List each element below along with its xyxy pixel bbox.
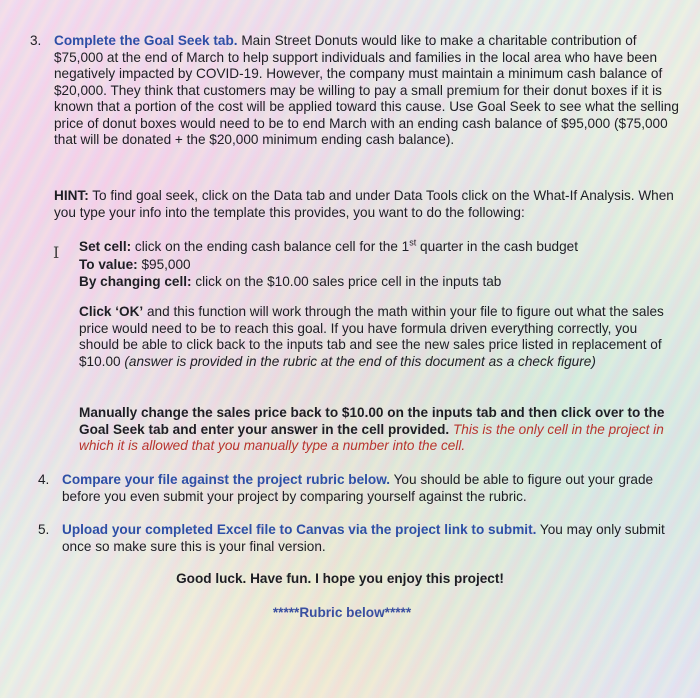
step-sup: st	[409, 237, 417, 248]
click-ok-label: Click ‘OK’	[79, 304, 144, 319]
item-3-title: Complete the Goal Seek tab.	[54, 33, 238, 48]
click-ok-paragraph	[79, 304, 679, 370]
step-text: $95,000	[141, 257, 191, 272]
rubric-heading	[0, 605, 692, 622]
step-text: click on the ending cash balance cell for the 1	[134, 239, 410, 254]
step-label: To value:	[79, 257, 138, 272]
item-4-title: Compare your file against the project rubric below.	[62, 472, 391, 487]
item-5-number: 5.	[38, 522, 50, 537]
rubric-heading-text: *****Rubric below*****	[272, 605, 412, 620]
item-4-paragraph	[62, 472, 682, 505]
item-3-paragraph	[54, 33, 684, 149]
item-5-paragraph	[62, 522, 682, 555]
click-ok-text: and this function will work through the math within your file to figure out what the sales price would need to be to reach this goal. If you have formula driven everything correctly, you should be able to click back to the inputs tab and see the new sales price listed in replacement of $10.00	[79, 304, 664, 369]
hint-step-set-cell	[79, 239, 679, 256]
step-label: By changing cell:	[79, 274, 192, 289]
text-cursor-icon: I	[53, 243, 60, 262]
item-4-body: You should be able to figure out your grade before you even submit your project by comparing yourself against the rubric.	[62, 472, 654, 504]
item-3-number: 3.	[30, 33, 42, 48]
closing-text: Good luck. Have fun. I hope you enjoy this project!	[176, 571, 504, 586]
hint-step-by-changing-cell	[79, 274, 679, 291]
hint-label: HINT:	[54, 188, 89, 203]
hint-step-to-value	[79, 257, 679, 274]
manual-change-paragraph	[79, 405, 679, 455]
item-3-body: Main Street Donuts would like to make a charitable contribution of $75,000 at the end of March to help support individuals and families in the local area who have been negatively impacted by COVID-19. However, the company must maintain a minimum cash balance of $20,000. They think that customers may be willing to pay a small premium for their donut boxes if it is known that a portion of the cost will be applied toward this cause. Use Goal Seek to see what the selling price of donut boxes would need to be to end March with an ending cash balance of $95,000 ($75,000 that will be donated + the $20,000 minimum ending cash balance).	[54, 33, 679, 147]
hint-text: To find goal seek, click on the Data tab and under Data Tools click on the What-If Analysis. When you type your info into the template this provides, you want to do the following:	[54, 188, 674, 220]
step-text: quarter in the cash budget	[420, 239, 578, 254]
step-label: Set cell:	[79, 239, 132, 254]
manual-change-bold: Manually change the sales price back to $10.00 on the inputs tab and then click over to the Goal Seek tab and enter your answer in the cell provided.	[79, 405, 665, 437]
click-ok-note: (answer is provided in the rubric at the end of this document as a check figure)	[124, 353, 596, 369]
step-text: click on the $10.00 sales price cell in the inputs tab	[195, 274, 502, 289]
item-4-number: 4.	[38, 472, 50, 487]
closing-line	[0, 571, 690, 588]
item-5-title: Upload your completed Excel file to Canvas via the project link to submit.	[62, 522, 537, 537]
hint-paragraph	[54, 188, 674, 221]
manual-change-note: This is the only cell in the project in which it is allowed that you manually type a number into the cell.	[79, 421, 664, 453]
item-5-body: You may only submit once so make sure this is your final version.	[62, 522, 665, 554]
